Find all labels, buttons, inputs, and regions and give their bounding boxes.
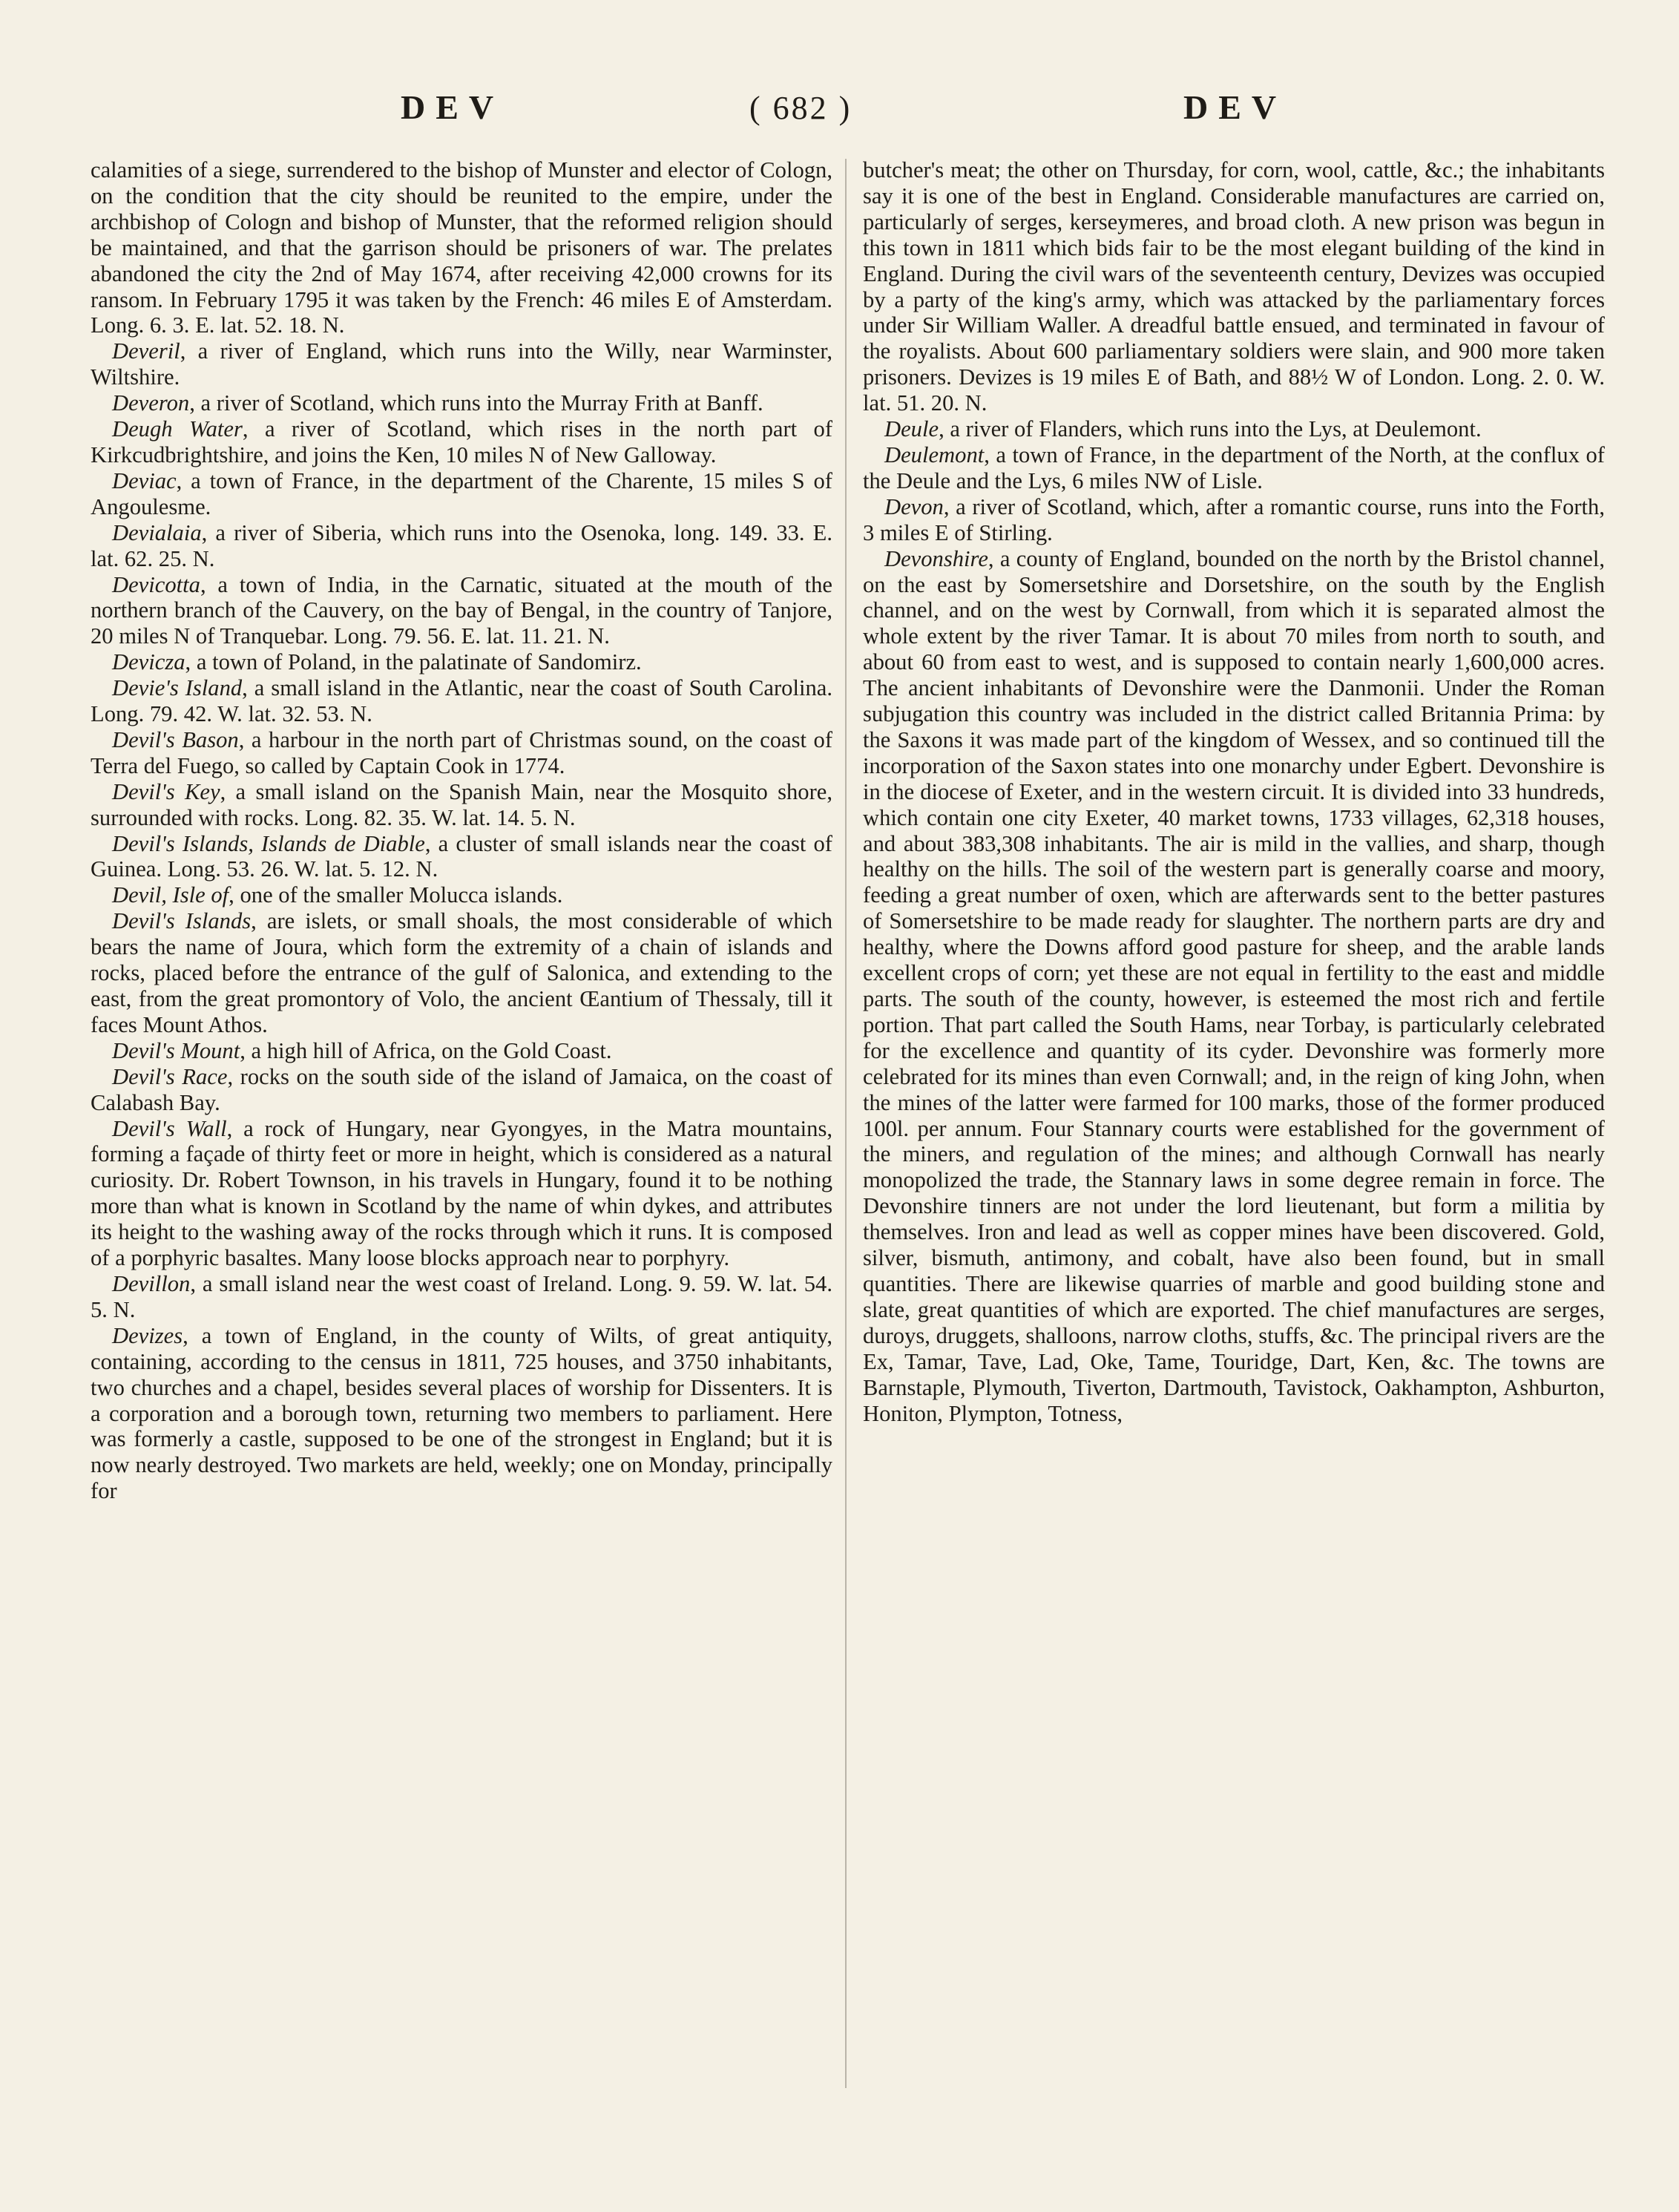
dictionary-entry xyxy=(91,882,832,908)
entry-text: , a town of India, in the Carnatic, situated at the mouth of the northern branch of the Cauvery, on the bay of Bengal, in the country of Tanjore, 20 miles N of Tranquebar. Long. 79. 56. E. lat. 11. 21. N. xyxy=(91,571,832,649)
dictionary-entry xyxy=(91,338,832,390)
entry-headword: Devil's Islands, Islands de Diable xyxy=(112,830,425,856)
entry-headword: Devillon xyxy=(112,1270,191,1296)
entry-text: , a small island on the Spanish Main, near the Mosquito shore, surrounded with rocks. Long. 82. 35. W. lat. 14. 5. N. xyxy=(91,778,832,830)
entry-headword: Devizes xyxy=(112,1322,183,1348)
entry-text: , a river of Scotland, which, after a romantic course, runs into the Forth, 3 miles E of Stirling. xyxy=(863,493,1605,545)
entry-headword: Devicotta xyxy=(112,571,200,597)
entry-headword: Devil's Race xyxy=(112,1063,228,1089)
entry-text: , a town of France, in the department of the North, at the conflux of the Deule and the Lys, 6 miles NW of Lisle. xyxy=(863,442,1605,493)
dictionary-entry xyxy=(91,908,832,1038)
entry-headword: Deulemont xyxy=(884,442,985,467)
dictionary-entry xyxy=(91,1064,832,1116)
entry-text: , a river of Scotland, which runs into the Murray Frith at Banff. xyxy=(189,390,763,416)
entry-text: , a high hill of Africa, on the Gold Coast. xyxy=(240,1037,612,1063)
entry-text: , a river of Flanders, which runs into the Lys, at Deulemont. xyxy=(939,416,1482,442)
dictionary-entry xyxy=(863,442,1605,494)
dictionary-entry xyxy=(91,675,832,727)
dictionary-entry xyxy=(91,1323,832,1504)
entry-text: calamities of a siege, surrendered to the bishop of Munster and elector of Cologn, on the condition that the city should be reunited to the empire, under the archbishop of Cologn and bishop of Munster, that the reformed religion should be maintained, and that the garrison should be prisoners of war. The prelates abandoned the city the 2nd of May 1674, after receiving 42,000 crowns for its ransom. In February 1795 it was taken by the French: 46 miles E of Amsterdam. Long. 6. 3. E. lat. 52. 18. N. xyxy=(91,157,832,338)
entry-headword: Devil's Mount xyxy=(112,1037,240,1063)
entry-text: , a town of Poland, in the palatinate of Sandomirz. xyxy=(185,649,642,675)
dictionary-entry xyxy=(91,649,832,675)
entry-continuation xyxy=(863,157,1605,416)
entry-headword: Devil's Islands xyxy=(112,908,252,934)
entry-headword: Deveron xyxy=(112,390,190,416)
entry-headword: Devil's Bason xyxy=(112,726,239,752)
entry-headword: Deugh Water xyxy=(112,416,243,442)
entry-headword: Devil's Wall xyxy=(112,1115,227,1141)
entry-text: , a town of England, in the county of Wilts, of great antiquity, containing, according to the census in 1811, 725 houses, and 3750 inhabitants, two churches and a chapel, besides several places of worship for Dissenters. It is a corporation and a borough town, returning two members to parliament. Here was formerly a castle, supposed to be one of the strongest in England; but it is now nearly destroyed. Two markets are held, weekly; one on Monday, principally for xyxy=(91,1322,832,1504)
dictionary-entry xyxy=(91,1038,832,1064)
entry-text: , a small island in the Atlantic, near the coast of South Carolina. Long. 79. 42. W. lat. 32. 53. N. xyxy=(91,675,832,727)
dictionary-entry xyxy=(91,572,832,650)
entry-text: , a river of Siberia, which runs into the Osenoka, long. 149. 33. E. lat. 62. 25. N. xyxy=(91,519,832,571)
entry-text: , a harbour in the north part of Christmas sound, on the coast of Terra del Fuego, so called by Captain Cook in 1774. xyxy=(91,726,832,778)
entry-headword: Devil's Key xyxy=(112,778,220,804)
entry-text: , a county of England, bounded on the north by the Bristol channel, on the east by Somersetshire and Dorsetshire, on the south by the English channel, and on the west by Cornwall, from which it is separated almost the whole extent by the river Tamar. It is about 70 miles from north to south, and about 60 from east to west, and is supposed to contain nearly 1,600,000 acres. The ancient inhabitants of Devonshire were the Danmonii. Under the Roman subjugation this country was included in the district called Britannia Prima: by the Saxons it was made part of the kingdom of Wessex, and so continued till the incorporation of the Saxon states into one monarchy under Egbert. Devonshire is in the diocese of Exeter, and in the western circuit. It is divided into 33 hundreds, which contain one city Exeter, 40 market towns, 1733 villages, 62,318 houses, and about 383,308 inhabitants. The air is mild in the vallies, and sharp, though healthy on the hills. The soil of the western part is generally coarse and moory, feeding a great number of oxen, which are afterwards sent to the better pastures of Somersetshire to be made ready for slaughter. The northern parts are dry and healthy, where the Downs afford good pasture for sheep, and the arable lands excellent crops of corn; yet these are not equal in fertility to the east and middle parts. The south of the county, however, is esteemed the most rich and fertile portion. That part called the South Hams, near Torbay, is particularly celebrated for the excellence and quantity of its cyder. Devonshire was formerly more celebrated for its mines than even Cornwall; and, in the reign of king John, when the mines of the latter were farmed for 100 marks, those of the former produced 100l. per annum. Four Stannary courts were established for the government of the miners, and regulation of the mines; and although Cornwall has nearly monopolized the trade, the Stannary laws in some degree remain in force. The Devonshire tinners are not under the lord lieutenant, but form a militia by themselves. Iron and lead as well as copper mines have been discovered. Gold, silver, bismuth, antimony, and cobalt, have also been found, but in small quantities. There are likewise quarries of marble and good building stone and slate, great quantities of which are exported. The chief manufactures are serges, duroys, druggets, shalloons, narrow cloths, stuffs, &c. The principal rivers are the Ex, Tamar, Tave, Lad, Oke, Tame, Touridge, Dart, Ken, &c. The towns are Barnstaple, Plymouth, Tiverton, Dartmouth, Tavistock, Oakhampton, Ashburton, Honiton, Plympton, Totness, xyxy=(863,545,1605,1426)
entry-headword: Deviac xyxy=(112,467,177,493)
entry-headword: Devil, Isle of xyxy=(112,882,229,908)
left-column xyxy=(91,157,832,2190)
dictionary-entry xyxy=(863,494,1605,546)
entry-continuation xyxy=(91,157,832,338)
entry-text: , are islets, or small shoals, the most considerable of which bears the name of Joura, which form the extremity of a chain of islands and rocks, placed before the entrance of the gulf of Salonica, and extending to the east, from the great promontory of Volo, the ancient Œantium of Thessaly, till it faces Mount Athos. xyxy=(91,908,832,1037)
dictionary-entry xyxy=(91,520,832,572)
entry-headword: Devon xyxy=(884,493,944,519)
entry-headword: Devicza xyxy=(112,649,185,675)
entry-headword: Deule xyxy=(884,416,939,442)
entry-text: , rocks on the south side of the island of Jamaica, on the coast of Calabash Bay. xyxy=(91,1063,832,1115)
dictionary-entry xyxy=(91,831,832,883)
dictionary-entry xyxy=(91,468,832,520)
page-number: ( 682 ) xyxy=(749,90,852,126)
entry-text: , a rock of Hungary, near Gyongyes, in the Matra mountains, forming a façade of thirty feet or more in height, which is considered as a natural curiosity. Dr. Robert Townson, in his travels in Hungary, found it to be nothing more than what is known in Scotland by the name of whin dykes, and attributes its height to the washing away of the rocks through which it runs. It is composed of a porphyric basaltes. Many loose blocks approach near to porphyry. xyxy=(91,1115,832,1271)
entry-text: , a small island near the west coast of Ireland. Long. 9. 59. W. lat. 54. 5. N. xyxy=(91,1270,832,1322)
right-column xyxy=(863,157,1605,2190)
dictionary-entry xyxy=(91,390,832,416)
dictionary-entry xyxy=(863,416,1605,442)
entry-headword: Devialaia xyxy=(112,519,202,545)
dictionary-entry xyxy=(91,779,832,831)
dictionary-entry xyxy=(91,727,832,779)
running-head-left: DEV xyxy=(401,88,505,126)
dictionary-entry xyxy=(91,416,832,468)
entry-headword: Devonshire xyxy=(884,545,988,571)
dictionary-entry xyxy=(91,1271,832,1323)
dictionary-entry xyxy=(91,1116,832,1271)
entry-headword: Devie's Island xyxy=(112,675,243,701)
entry-text: , a cluster of small islands near the coast of Guinea. Long. 53. 26. W. lat. 5. 12. N. xyxy=(91,830,832,882)
dictionary-entry xyxy=(863,546,1605,1427)
entry-text: , a river of Scotland, which rises in the north part of Kirkcudbrightshire, and joins the Ken, 10 miles N of New Galloway. xyxy=(91,416,832,467)
entry-text: , one of the smaller Molucca islands. xyxy=(229,882,563,908)
entry-text: , a river of England, which runs into the Willy, near Warminster, Wiltshire. xyxy=(91,338,832,390)
column-divider xyxy=(845,159,847,2088)
page-header xyxy=(0,88,1679,132)
entry-headword: Deveril xyxy=(112,338,180,364)
entry-text: butcher's meat; the other on Thursday, for corn, wool, cattle, &c.; the inhabitants say it is one of the best in England. Considerable manufactures are carried on, particularly of serges, kerseymeres, and broad cloth. A new prison was begun in this town in 1811 which bids fair to be the most elegant building of the kind in England. During the civil wars of the seventeenth century, Devizes was occupied by a party of the king's army, which was attacked by the parliamentary forces under Sir William Waller. A dreadful battle ensued, and terminated in favour of the royalists. About 600 parliamentary soldiers were slain, and 900 more taken prisoners. Devizes is 19 miles E of Bath, and 88½ W of London. Long. 2. 0. W. lat. 51. 20. N. xyxy=(863,157,1605,416)
entry-text: , a town of France, in the department of the Charente, 15 miles S of Angoulesme. xyxy=(91,467,832,519)
running-head-right: DEV xyxy=(1183,88,1287,126)
